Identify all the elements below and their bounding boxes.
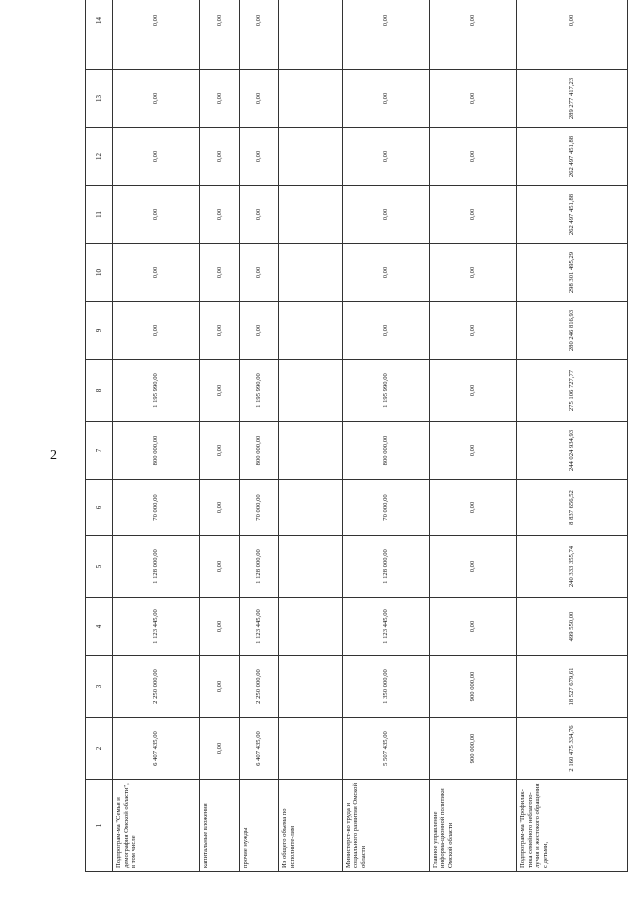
header-cell-13: 13	[86, 70, 113, 128]
row-label: Подпрограм-ма "Профилак-тика семейного неблагопо-лучия и жестокого обращения с детьми,	[516, 780, 627, 872]
table-cell: 8 837 656,52	[516, 480, 627, 536]
table-cell: 0,00	[200, 128, 240, 186]
table-cell: 0,00	[429, 128, 516, 186]
table-cell: 280 246 816,93	[516, 302, 627, 360]
table-cell	[279, 422, 342, 480]
table-cell: 0,00	[239, 70, 279, 128]
table-cell	[279, 598, 342, 656]
row-label: капитальные вложения	[200, 780, 240, 872]
table-cell: 0,00	[429, 302, 516, 360]
table-cell: 0,00	[239, 302, 279, 360]
table-cell: 298 301 495,29	[516, 244, 627, 302]
header-cell-10: 10	[86, 244, 113, 302]
table-cell: 1 128 000,00	[342, 536, 429, 598]
header-cell-2: 2	[86, 718, 113, 780]
table-cell: 0,00	[113, 244, 200, 302]
header-cell-7: 7	[86, 422, 113, 480]
table-cell: 800 000,00	[239, 422, 279, 480]
table-cell: 0,00	[429, 186, 516, 244]
table-cell: 900 000,00	[429, 718, 516, 780]
table-cell: 900 000,00	[429, 656, 516, 718]
row-label: Министерст-во труда и социального развития Омской области	[342, 780, 429, 872]
page-number: 2	[50, 448, 57, 463]
table-cell: 0,00	[200, 536, 240, 598]
table-cell: 18 527 679,61	[516, 656, 627, 718]
table-cell: 70 000,00	[342, 480, 429, 536]
table-row	[239, 0, 279, 872]
table-row	[516, 0, 627, 872]
table-cell: 0,00	[200, 480, 240, 536]
table-cell: 0,00	[342, 70, 429, 128]
row-label: Из общего объема по исполните-лям	[279, 780, 342, 872]
table-cell	[279, 128, 342, 186]
table-row	[113, 0, 200, 872]
table-cell: 0,00	[113, 128, 200, 186]
table-cell: 0,00	[342, 128, 429, 186]
table-cell: 0,00	[342, 244, 429, 302]
table-cell: 2 250 000,00	[239, 656, 279, 718]
table-cell: 0,00	[342, 302, 429, 360]
table-cell	[279, 480, 342, 536]
table-cell: 1 195 990,00	[239, 360, 279, 422]
header-cell-12: 12	[86, 128, 113, 186]
table-row	[200, 0, 240, 872]
table-cell: 0,00	[200, 0, 240, 70]
table-cell: 1 123 445,00	[113, 598, 200, 656]
table-cell	[279, 718, 342, 780]
table-cell: 0,00	[429, 360, 516, 422]
table-cell	[279, 302, 342, 360]
table-cell: 1 195 990,00	[113, 360, 200, 422]
header-cell-8: 8	[86, 360, 113, 422]
table-cell: 240 333 355,74	[516, 536, 627, 598]
table-cell: 6 407 435,00	[113, 718, 200, 780]
row-label: Подпрограм-ма "Семья и демография Омской области", в том числе	[113, 780, 200, 872]
table-cell: 0,00	[200, 70, 240, 128]
table-cell	[279, 360, 342, 422]
table-cell: 0,00	[200, 656, 240, 718]
row-label: Главное управление информа-ционной политики Омской области	[429, 780, 516, 872]
table-cell: 262 497 451,88	[516, 128, 627, 186]
table-cell: 0,00	[200, 244, 240, 302]
table-cell: 0,00	[429, 598, 516, 656]
header-cell-14: 14	[86, 0, 113, 70]
row-label: прочие нужды	[239, 780, 279, 872]
table-cell: 0,00	[342, 186, 429, 244]
table-cell: 0,00	[516, 0, 627, 70]
table-cell: 275 106 727,77	[516, 360, 627, 422]
table-cell: 0,00	[239, 128, 279, 186]
table-cell: 800 000,00	[113, 422, 200, 480]
header-row	[86, 0, 113, 872]
table-cell: 0,00	[200, 422, 240, 480]
table-cell: 2 160 475 334,76	[516, 718, 627, 780]
header-cell-9: 9	[86, 302, 113, 360]
header-cell-4: 4	[86, 598, 113, 656]
table-cell	[279, 0, 342, 70]
table-cell	[279, 244, 342, 302]
table-cell: 0,00	[113, 302, 200, 360]
table-cell: 0,00	[429, 422, 516, 480]
table-cell: 0,00	[239, 0, 279, 70]
table-cell: 0,00	[429, 480, 516, 536]
table-cell: 5 507 435,00	[342, 718, 429, 780]
table-cell: 1 195 990,00	[342, 360, 429, 422]
table-cell: 0,00	[200, 598, 240, 656]
table-cell: 0,00	[200, 302, 240, 360]
table-cell: 0,00	[200, 718, 240, 780]
table-cell: 0,00	[113, 70, 200, 128]
table-cell	[279, 656, 342, 718]
header-cell-1: 1	[86, 780, 113, 872]
table-cell: 0,00	[239, 244, 279, 302]
table-cell: 1 128 000,00	[239, 536, 279, 598]
table-row	[342, 0, 429, 872]
header-cell-11: 11	[86, 186, 113, 244]
table-cell	[279, 186, 342, 244]
table-row	[279, 0, 342, 872]
table-cell	[279, 536, 342, 598]
table-cell: 0,00	[429, 70, 516, 128]
rotated-table-container	[85, 14, 628, 872]
table-cell: 6 407 435,00	[239, 718, 279, 780]
table-cell: 0,00	[429, 0, 516, 70]
table-cell: 0,00	[429, 536, 516, 598]
table-cell: 70 000,00	[113, 480, 200, 536]
table-cell: 0,00	[113, 0, 200, 70]
table-cell: 0,00	[342, 0, 429, 70]
table-cell: 70 000,00	[239, 480, 279, 536]
table-cell: 499 550,00	[516, 598, 627, 656]
table-cell: 1 128 000,00	[113, 536, 200, 598]
budget-table	[85, 0, 628, 872]
header-cell-6: 6	[86, 480, 113, 536]
table-cell: 0,00	[239, 186, 279, 244]
table-cell: 800 000,00	[342, 422, 429, 480]
table-cell: 262 497 451,88	[516, 186, 627, 244]
table-cell: 0,00	[113, 186, 200, 244]
header-cell-3: 3	[86, 656, 113, 718]
table-cell: 0,00	[200, 186, 240, 244]
table-cell: 0,00	[200, 360, 240, 422]
table-cell: 2 250 000,00	[113, 656, 200, 718]
table-cell: 1 123 445,00	[239, 598, 279, 656]
table-cell: 1 123 445,00	[342, 598, 429, 656]
table-row	[429, 0, 516, 872]
table-cell: 289 277 417,23	[516, 70, 627, 128]
table-cell: 244 024 934,93	[516, 422, 627, 480]
table-cell: 1 350 000,00	[342, 656, 429, 718]
header-cell-5: 5	[86, 536, 113, 598]
table-cell: 0,00	[429, 244, 516, 302]
table-cell	[279, 70, 342, 128]
